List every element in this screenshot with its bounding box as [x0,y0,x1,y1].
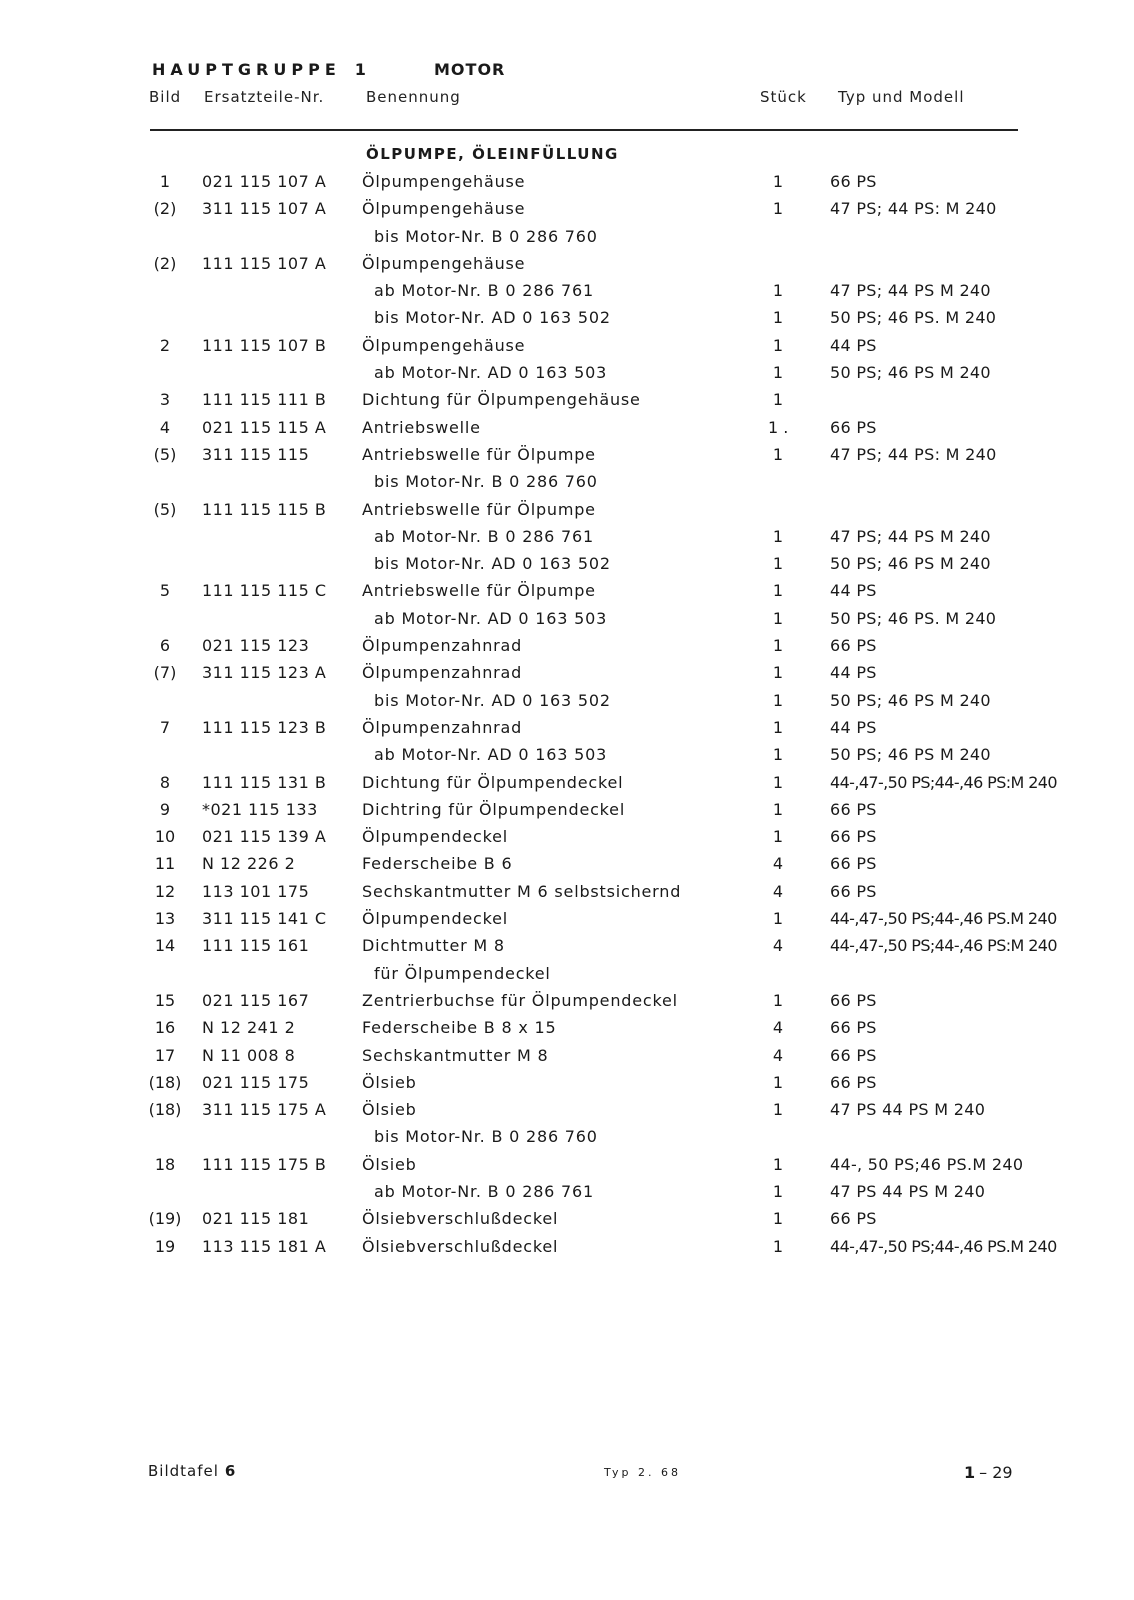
row-type-model: 66 PS [830,827,877,847]
row-figure-number: (19) [148,1209,182,1229]
row-quantity: 1 [772,172,784,191]
table-row [0,823,1134,850]
footer-plate-number: 6 [224,1462,237,1480]
table-row [0,605,1134,632]
row-part-number: 311 115 175 A [202,1100,327,1120]
main-group-heading [152,60,506,79]
table-row [0,359,1134,386]
table-row [0,468,1134,495]
row-figure-number: (5) [153,444,177,464]
main-group-title: MOTOR [434,60,506,79]
row-type-model: 66 PS [830,417,877,437]
table-row [0,687,1134,714]
row-type-model: 44 PS [830,581,877,601]
table-row [0,1233,1134,1260]
column-header-quantity: Stück [760,88,807,106]
table-row [0,741,1134,768]
table-row [0,932,1134,959]
table-row [0,905,1134,932]
row-part-number: 111 115 107 A [202,253,327,273]
row-type-model: 44 PS [830,717,877,737]
row-type-model: 44 PS [830,335,877,355]
table-row [0,304,1134,331]
column-header-type-model: Typ und Modell [838,88,965,106]
column-header-description: Benennung [366,88,461,106]
section-title: ÖLPUMPE, ÖLEINFÜLLUNG [366,145,619,163]
row-description: ab Motor-Nr. B 0 286 761 [374,1181,594,1201]
table-row [0,277,1134,304]
row-figure-number: 14 [154,936,176,956]
row-description: Antriebswelle für Ölpumpe [362,499,596,519]
row-quantity: 1 [772,199,784,219]
table-row [0,714,1134,741]
row-quantity: 1 [772,335,784,355]
row-description: Antriebswelle für Ölpumpe [362,444,596,464]
row-figure-number: 2 [159,335,171,355]
row-quantity: 1 [772,1154,784,1174]
row-part-number: N 12 226 2 [202,854,296,874]
table-row [0,769,1134,796]
row-description: bis Motor-Nr. B 0 286 760 [374,1127,598,1147]
row-type-model: 50 PS; 46 PS M 240 [830,554,991,574]
row-figure-number: 13 [154,909,176,929]
row-type-model: 47 PS 44 PS M 240 [830,1181,986,1201]
row-figure-number: 4 [159,417,171,437]
row-quantity: 1 [772,1181,784,1201]
row-description: ab Motor-Nr. AD 0 163 503 [374,608,608,628]
row-description: Ölsiebverschlußdeckel [362,1236,559,1256]
row-description: Dichtmutter M 8 [362,936,505,956]
row-description: Ölpumpenzahnrad [362,717,523,737]
row-quantity: 1 [772,1100,784,1120]
row-quantity: 1 [772,909,784,929]
row-description: Ölsiebverschlußdeckel [362,1209,559,1229]
row-figure-number: 11 [154,854,176,874]
row-type-model: 50 PS; 46 PS. M 240 [830,608,997,628]
column-header-part-number: Ersatzteile-Nr. [204,88,325,106]
row-part-number: 021 115 175 [202,1072,310,1092]
column-header-bild: Bild [149,88,182,106]
row-type-model: 47 PS; 44 PS: M 240 [830,199,997,219]
table-row [0,168,1134,195]
row-description: Federscheibe B 8 x 15 [362,1018,557,1038]
table-row [0,1178,1134,1205]
header-divider [150,129,1018,131]
row-figure-number: (18) [148,1100,182,1120]
row-type-model: 44-,47-,50 PS;44-,46 PS.M 240 [830,1236,1057,1256]
footer-plate [148,1462,236,1480]
row-description: Ölpumpenzahnrad [362,636,523,656]
row-quantity: 1 [772,281,784,301]
table-row [0,850,1134,877]
table-row [0,1069,1134,1096]
row-quantity: 1 [772,772,784,792]
row-figure-number: 3 [159,390,171,410]
row-quantity: 1 [772,581,784,601]
row-type-model: 66 PS [830,636,877,656]
row-figure-number: 16 [154,1018,176,1038]
row-quantity: 1 [772,390,784,410]
row-type-model: 50 PS; 46 PS. M 240 [830,308,997,328]
row-part-number: 311 115 123 A [202,663,327,683]
row-description: Ölsieb [362,1072,417,1092]
row-description: Dichtung für Ölpumpengehäuse [362,390,641,410]
main-group-label: HAUPTGRUPPE [152,60,341,79]
row-quantity: 1 [772,1072,784,1092]
row-part-number: 311 115 107 A [202,199,327,219]
row-description: Ölsieb [362,1154,417,1174]
row-figure-number: 7 [159,717,171,737]
row-description: Ölpumpengehäuse [362,253,526,273]
row-figure-number: (18) [148,1072,182,1092]
row-type-model: 66 PS [830,854,877,874]
row-part-number: 111 115 115 C [202,581,327,601]
row-figure-number: 18 [154,1154,176,1174]
row-figure-number: 12 [154,881,176,901]
row-quantity: 1 [772,554,784,574]
page-number [964,1463,1013,1482]
row-description: bis Motor-Nr. AD 0 163 502 [374,690,611,710]
row-part-number: 021 115 115 A [202,417,327,437]
row-type-model: 44-,47-,50 PS;44-,46 PS.M 240 [830,909,1057,929]
row-quantity: 4 [772,881,784,901]
row-figure-number: 15 [154,990,176,1010]
table-row [0,577,1134,604]
main-group-number: 1 [354,60,366,79]
table-row [0,386,1134,413]
row-part-number: N 11 008 8 [202,1045,296,1065]
row-quantity: 1 [772,363,784,383]
row-quantity: 1 [772,608,784,628]
table-row [0,1123,1134,1150]
row-description: Antriebswelle [362,417,481,437]
table-row [0,550,1134,577]
table-row [0,496,1134,523]
row-part-number: N 12 241 2 [202,1018,296,1038]
table-row [0,960,1134,987]
row-description: Ölpumpendeckel [362,827,509,847]
row-quantity: 4 [772,936,784,956]
row-part-number: 111 115 123 B [202,717,327,737]
row-type-model: 66 PS [830,1072,877,1092]
row-description: für Ölpumpendeckel [374,963,551,983]
row-quantity: 1 [772,526,784,546]
row-description: Antriebswelle für Ölpumpe [362,581,596,601]
row-description: bis Motor-Nr. B 0 286 760 [374,472,598,492]
table-row [0,441,1134,468]
table-row [0,1042,1134,1069]
row-figure-number: 17 [154,1045,176,1065]
row-part-number: *021 115 133 [202,799,318,819]
row-figure-number: (2) [153,199,177,219]
table-row [0,1014,1134,1041]
row-description: bis Motor-Nr. AD 0 163 502 [374,554,611,574]
row-description: Ölpumpengehäuse [362,199,526,219]
row-figure-number: (7) [153,663,177,683]
row-description: Dichtring für Ölpumpendeckel [362,799,626,819]
row-description: Ölpumpengehäuse [362,172,526,191]
row-type-model: 66 PS [830,172,877,191]
row-description: ab Motor-Nr. B 0 286 761 [374,281,594,301]
table-row [0,1205,1134,1232]
table-row [0,223,1134,250]
table-row [0,1151,1134,1178]
row-type-model: 66 PS [830,1045,877,1065]
row-description: ab Motor-Nr. AD 0 163 503 [374,745,608,765]
row-figure-number: 1 [159,172,171,191]
row-figure-number: 10 [154,827,176,847]
row-type-model: 66 PS [830,799,877,819]
row-type-model: 66 PS [830,1209,877,1229]
row-quantity: 1 [772,990,784,1010]
row-type-model: 66 PS [830,881,877,901]
row-figure-number: 8 [159,772,171,792]
table-row [0,659,1134,686]
row-part-number: 111 115 175 B [202,1154,327,1174]
row-description: Ölpumpenzahnrad [362,663,523,683]
row-description: Sechskantmutter M 8 [362,1045,549,1065]
row-part-number: 021 115 107 A [202,172,327,191]
row-figure-number: 5 [159,581,171,601]
row-part-number: 113 115 181 A [202,1236,327,1256]
row-figure-number: (2) [153,253,177,273]
footer-plate-label: Bildtafel [148,1462,219,1480]
row-quantity: 1 [772,827,784,847]
row-quantity: 1 [772,690,784,710]
table-row [0,195,1134,222]
page-number-page: – 29 [979,1463,1013,1482]
row-figure-number: 6 [159,636,171,656]
footer-type-date: Typ 2. 68 [604,1466,681,1479]
row-quantity: 1 [772,745,784,765]
row-part-number: 111 115 131 B [202,772,327,792]
row-type-model: 66 PS [830,1018,877,1038]
table-row [0,250,1134,277]
row-type-model: 47 PS 44 PS M 240 [830,1100,986,1120]
row-type-model: 44 PS [830,663,877,683]
row-figure-number: 9 [159,799,171,819]
row-quantity: 1 [772,717,784,737]
table-row [0,878,1134,905]
row-description: Ölpumpengehäuse [362,335,526,355]
row-description: Ölpumpendeckel [362,909,509,929]
row-description: bis Motor-Nr. AD 0 163 502 [374,308,611,328]
row-quantity: 4 [772,1018,784,1038]
row-part-number: 021 115 181 [202,1209,310,1229]
table-row [0,632,1134,659]
row-type-model: 66 PS [830,990,877,1010]
row-description: ab Motor-Nr. AD 0 163 503 [374,363,608,383]
row-quantity: 1 [772,636,784,656]
row-part-number: 021 115 167 [202,990,310,1010]
row-figure-number: 19 [154,1236,176,1256]
row-description: bis Motor-Nr. B 0 286 760 [374,226,598,246]
row-quantity: 1 [772,308,784,328]
row-description: Ölsieb [362,1100,417,1120]
row-quantity: 1 [772,663,784,683]
row-figure-number: (5) [153,499,177,519]
row-quantity: 4 [772,854,784,874]
row-description: Zentrierbuchse für Ölpumpendeckel [362,990,678,1010]
row-part-number: 311 115 141 C [202,909,327,929]
row-description: ab Motor-Nr. B 0 286 761 [374,526,594,546]
row-type-model: 44-,47-,50 PS;44-,46 PS:M 240 [830,772,1057,792]
row-quantity: 4 [772,1045,784,1065]
table-row [0,796,1134,823]
row-part-number: 111 115 161 [202,936,310,956]
row-type-model: 47 PS; 44 PS: M 240 [830,444,997,464]
row-description: Federscheibe B 6 [362,854,513,874]
row-part-number: 111 115 107 B [202,335,327,355]
table-row [0,414,1134,441]
row-part-number: 021 115 123 [202,636,310,656]
table-row [0,523,1134,550]
row-description: Dichtung für Ölpumpendeckel [362,772,624,792]
row-type-model: 50 PS; 46 PS M 240 [830,745,991,765]
row-type-model: 47 PS; 44 PS M 240 [830,526,991,546]
row-quantity: 1 [772,1209,784,1229]
row-part-number: 311 115 115 [202,444,310,464]
row-part-number: 111 115 115 B [202,499,327,519]
table-row [0,332,1134,359]
row-description: Sechskantmutter M 6 selbstsichernd [362,881,682,901]
row-part-number: 021 115 139 A [202,827,327,847]
table-row [0,987,1134,1014]
row-quantity: 1 [772,799,784,819]
row-part-number: 111 115 111 B [202,390,327,410]
row-quantity: 1 [772,444,784,464]
parts-table [0,168,1134,1260]
row-type-model: 50 PS; 46 PS M 240 [830,363,991,383]
row-type-model: 47 PS; 44 PS M 240 [830,281,991,301]
page-number-group: 1 [964,1463,976,1482]
row-type-model: 44-,47-,50 PS;44-,46 PS:M 240 [830,936,1057,956]
row-quantity: 1 . [768,417,789,437]
row-type-model: 44-, 50 PS;46 PS.M 240 [830,1154,1024,1174]
row-type-model: 50 PS; 46 PS M 240 [830,690,991,710]
row-quantity: 1 [772,1236,784,1256]
table-row [0,1096,1134,1123]
row-part-number: 113 101 175 [202,881,310,901]
